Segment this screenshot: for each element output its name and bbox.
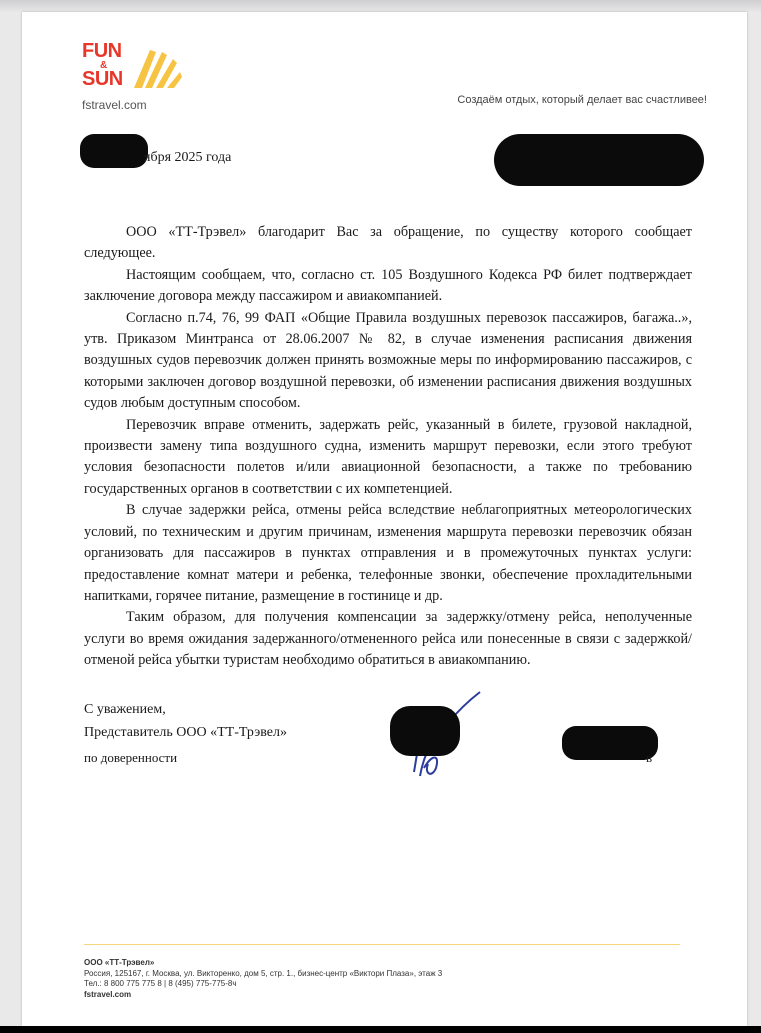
paragraph: Таким образом, для получения компенсации за задержку/отмену рейса, неполученные услуги во время ожидания задержанного/отмененного рейса или понесенные в связи с задержкой/отменой рейса убытки туристам необходимо обратиться в авиакомпанию.	[84, 609, 692, 669]
paragraph: ООО «ТТ-Трэвел» благодарит Вас за обращение, по существу которого сообщает следующее.	[84, 224, 692, 262]
logo-ampersand: &	[100, 60, 107, 71]
closing-proxy: по доверенности	[84, 750, 178, 765]
letter-page	[22, 12, 747, 1026]
logo-word-sun: SUN	[82, 68, 123, 90]
footer-site: fstravel.com	[84, 989, 132, 999]
photo-edge	[0, 1026, 761, 1033]
fun-sun-logo	[82, 42, 202, 124]
logo-word-fun: FUN	[82, 40, 122, 62]
closing-tail: в	[646, 750, 653, 765]
closing-block	[84, 698, 287, 744]
letter-body	[84, 222, 692, 672]
paragraph: Согласно п.74, 76, 99 ФАП «Общие Правила воздушных перевозок пассажиров, багажа..», утв. Приказом Минтранса от 28.06.2007 № 82, в случае изменения расписания движения воздушных судов перевозчик должен принять возможные меры по информированию пассажиров, с которыми заключен договор воздушной перевозки, об изменении расписания движения воздушных судов любым доступным способом.	[84, 309, 692, 412]
closing-regards: С уважением,	[84, 702, 166, 717]
paragraph: В случае задержки рейса, отмены рейса вследствие неблагоприятных метеорологических условий, по техническим и другим причинам, изменения маршрута перевозки перевозчик обязан организовать для пассажиров в пунктах отправления и в промежуточных пунктах услуги: предоставление комнат матери и ребенка, телефонные звонки, обеспечение прохладительными напитками, горячее питание, размещение в гостинице и др.	[84, 502, 692, 604]
logo-site: fstravel.com	[82, 98, 147, 112]
footer-address: Россия, 125167, г. Москва, ул. Викторенко, дом 5, стр. 1., бизнес-центр «Виктори Плаза», этаж 3	[84, 968, 443, 978]
letter-date: ября 2025 года	[144, 150, 232, 165]
paragraph: Настоящим сообщаем, что, согласно ст. 105 Воздушного Кодекса РФ билет подтверждает заключение договора между пассажиром и авиакомпанией.	[84, 266, 692, 305]
closing-representative: Представитель ООО «ТТ-Трэвел»	[84, 725, 287, 740]
footer	[84, 958, 442, 1000]
redacted-name	[562, 726, 658, 760]
sun-icon	[132, 42, 182, 90]
footer-phones: Тел.: 8 800 775 775 8 | 8 (495) 775-775-8ч	[84, 979, 237, 988]
paragraph: Перевозчик вправе отменить, задержать рейс, указанный в билете, грузовой накладной, произвести замену типа воздушного судна, изменить маршрут перевозки, если этого требуют условия безопасности полетов и/или авиационной безопасности, а также по требованию государственных органов в соответствии с их компетенцией.	[84, 416, 692, 497]
signature	[372, 684, 492, 784]
footer-divider	[84, 944, 680, 945]
footer-company: ООО «ТТ-Трэвел»	[84, 958, 155, 967]
tagline: Создаём отдых, который делает вас счастливее!	[457, 94, 707, 106]
redacted-date	[80, 134, 148, 168]
redacted-recipient	[494, 134, 704, 186]
